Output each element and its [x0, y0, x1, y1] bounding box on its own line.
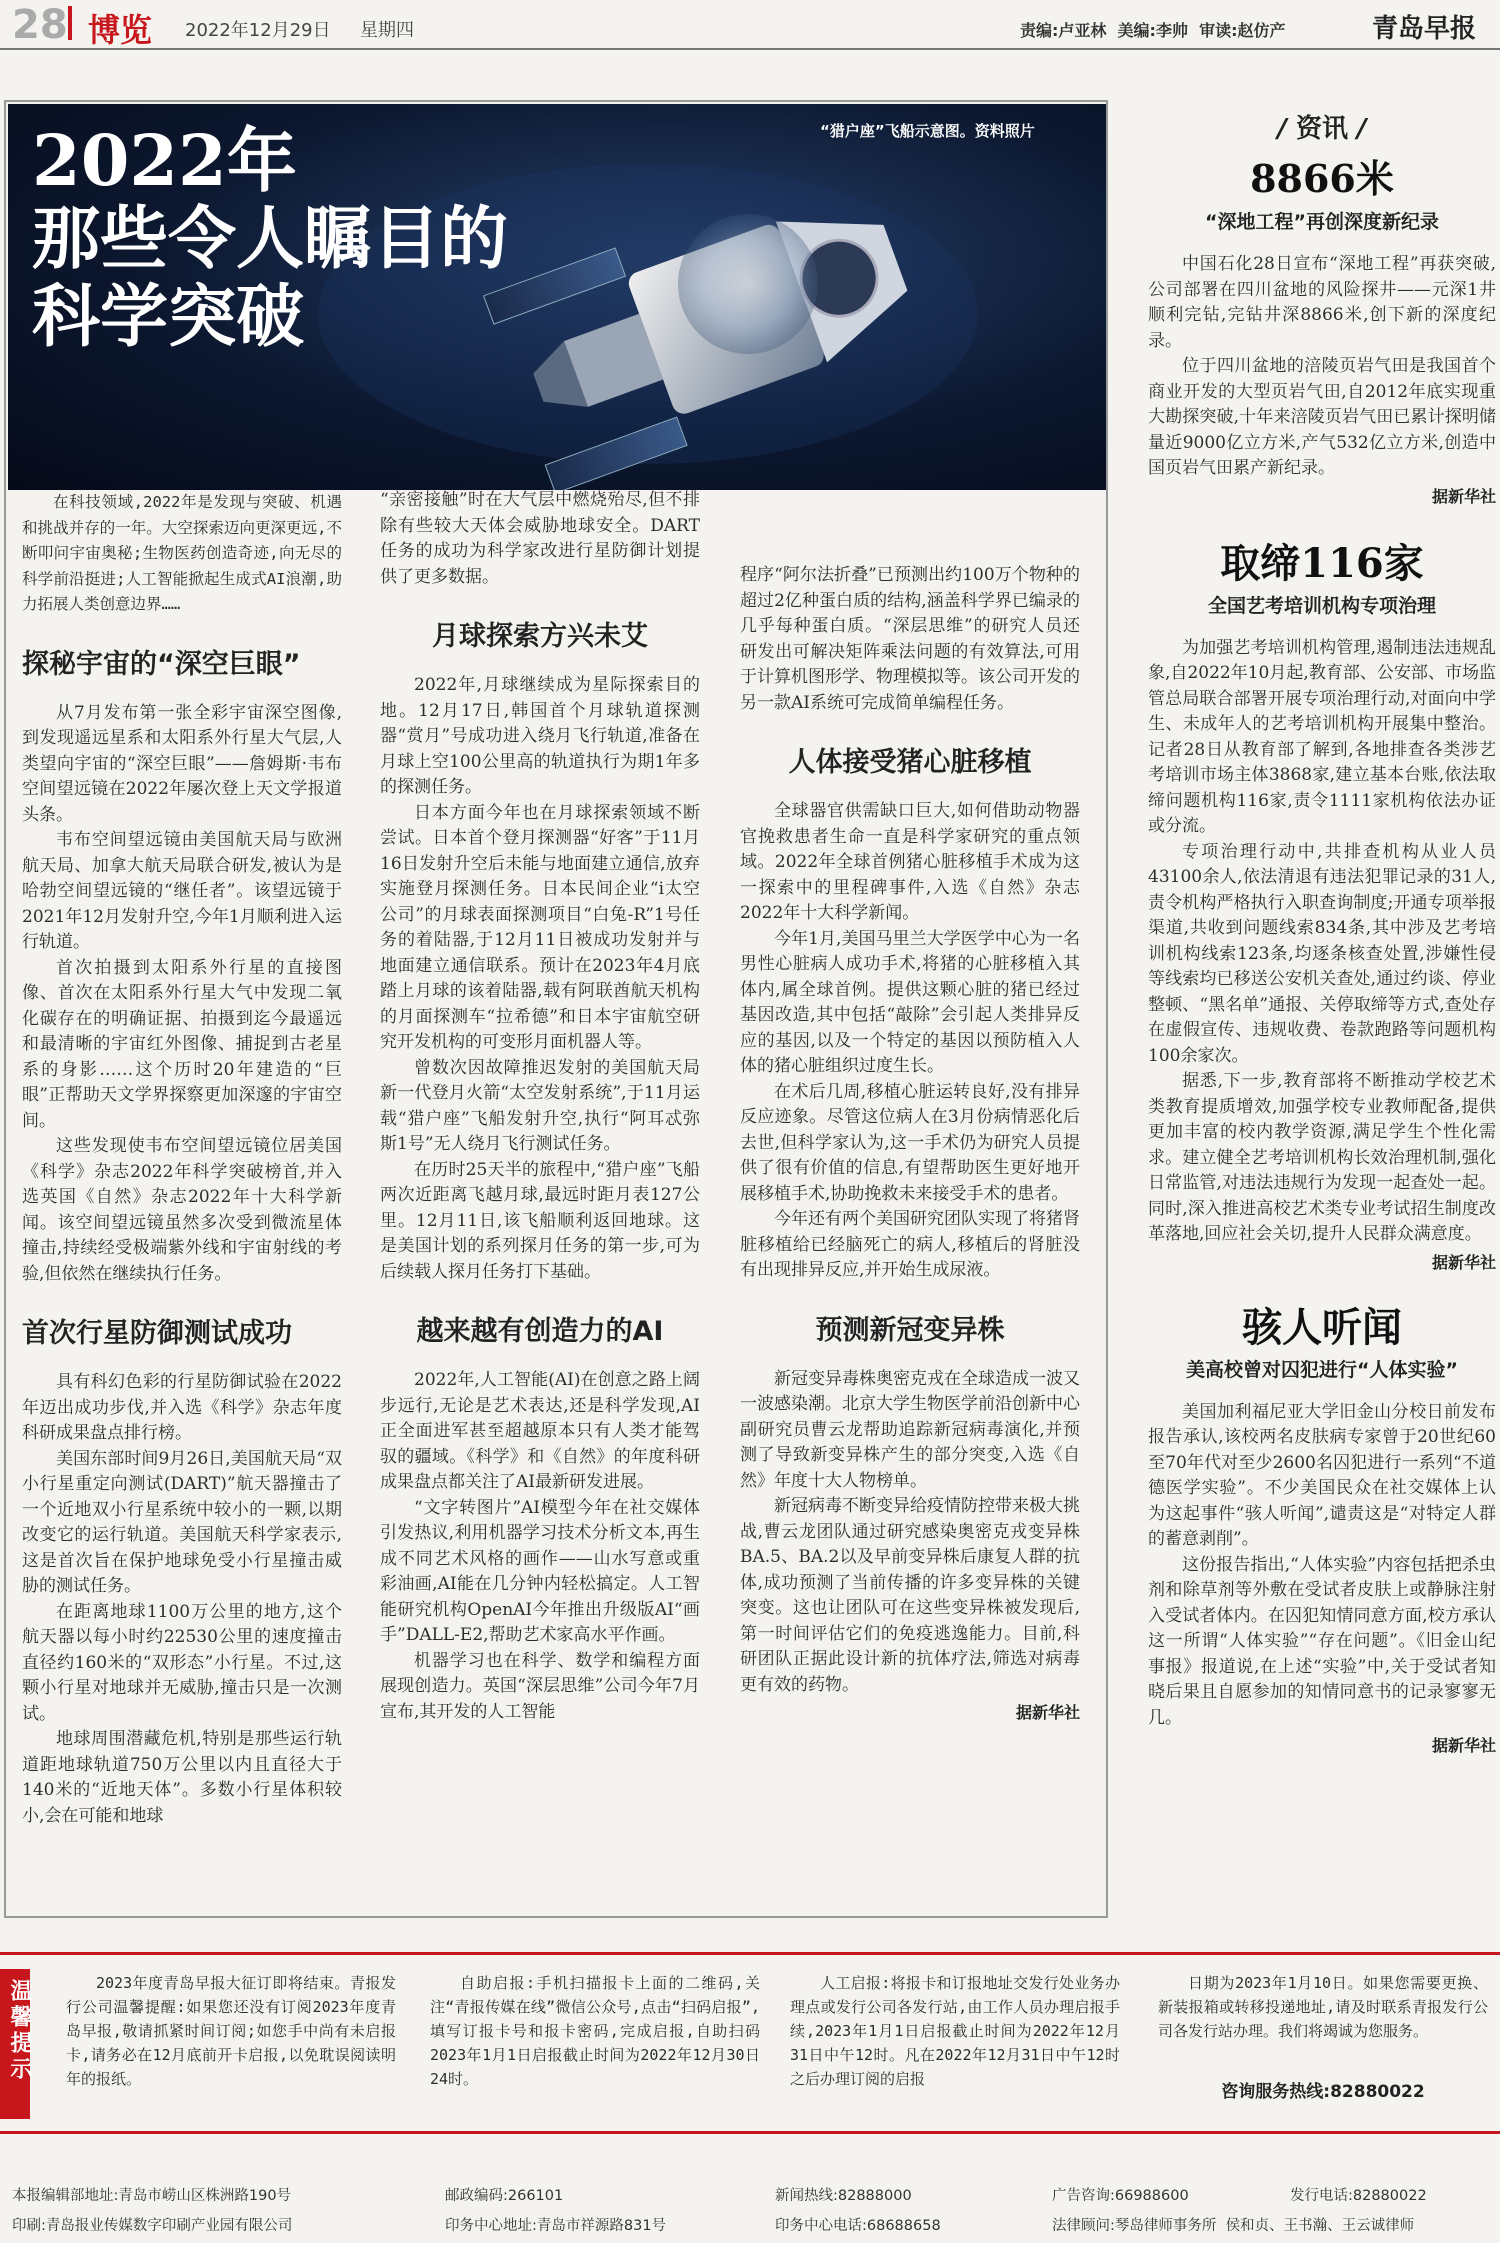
paragraph: 新冠变异毒株奥密克戎在全球造成一波又一波感染潮。北京大学生物医学前沿创新中心副研究员曹云龙帮助追踪新冠病毒演化,并预测了导致新变异株产生的部分突变,入选《自然》年度十大人物榜单。 — [740, 1368, 1080, 1491]
issue-date: 2022年12月29日 — [185, 20, 331, 41]
paragraph: 为加强艺考培训机构管理,遏制违法违规乱象,自2022年10月起,教育部、公安部、市场监管总局联合部署开展专项治理行动,对面向中学生、未成年人的艺考培训机构开展集中整治。记者28日从教育部了解到,各地排查各类涉艺考培训市场主体3868家,建立基本台账,依法取缔问题机构116家,责令1111家机构依法办证或分流。 — [1148, 637, 1496, 836]
footer — [0, 2180, 1500, 2243]
source-credit: 据新华社 — [1431, 1736, 1496, 1755]
section-heading-ai: 越来越有创造力的AI — [416, 1316, 664, 1347]
notice-label-text: 温馨提示 — [7, 1979, 32, 2083]
paragraph: “亲密接触”时在大气层中燃烧殆尽,但不排除有些较大天体会威胁地球安全。DART任务的成功为科学家改进行星防御计划提供了更多数据。 — [380, 490, 700, 587]
article-column-2 — [380, 488, 700, 1903]
sidebar-label-text: 资讯 — [1295, 114, 1348, 144]
news-title-art-training: 取缔116家 — [1220, 539, 1424, 587]
sidebar-label — [1148, 108, 1496, 145]
notice-block — [430, 1971, 760, 2121]
section-heading-moon: 月球探索方兴未艾 — [432, 621, 648, 652]
notice-text: 人工启报:将报卡和订报地址交发行处业务办理点或发行公司各发行站,由工作人员办理启报手续,2023年1月1日启报截止时间为2022年12月31日中午12时。凡在2022年12月31日中午12时之后办理订阅的启报 — [790, 1974, 1120, 2088]
news-subtitle-art-training: 全国艺考培训机构专项治理 — [1207, 594, 1436, 617]
footer-print-address: 印务中心地址:青岛市祥源路831号 — [445, 2218, 667, 2234]
footer-printer: 印刷:青岛报业传媒数字印刷产业园有限公司 — [12, 2218, 293, 2234]
source-credit: 据新华社 — [1431, 1252, 1496, 1272]
paragraph: 今年1月,美国马里兰大学医学中心为一名男性心脏病人成功手术,将猪的心脏移植入其体内,属全球首例。提供这颗心脏的猪已经过基因改造,其中包括“敲除”会引起人类排异反应的基因,以及一个特定的基因以预防植入人体的猪心脏组织过度生长。 — [740, 928, 1080, 1076]
news-title-human-experiment: 骇人听闻 — [1242, 1303, 1402, 1351]
footer-address: 本报编辑部地址:青岛市崂山区株洲路190号 — [12, 2188, 292, 2204]
section-heading-planetary-defense: 首次行星防御测试成功 — [22, 1318, 292, 1349]
brand-name: 青岛早报 — [1372, 14, 1477, 44]
paragraph: 位于四川盆地的涪陵页岩气田是我国首个商业开发的大型页岩气田,自2012年底实现重大勘探突破,十年来涪陵页岩气田已累计探明储量近9000亿立方米,产气532亿立方米,创造中国页岩气田累产新纪录。 — [1148, 356, 1496, 478]
notice-block — [66, 1971, 396, 2121]
paragraph: 在距离地球1100万公里的地方,这个航天器以每小时约22530公里的速度撞击直径约160米的“双形态”小行星。不过,这颗小行星对地球并无威胁,撞击只是一次测试。 — [22, 1601, 342, 1724]
footer-postcode: 邮政编码:266101 — [445, 2188, 564, 2204]
notice-text: 日期为2023年1月10日。如果您需要更换、新装报箱或转移投递地址,请及时联系青报发行公司各发行站办理。我们将竭诚为您服务。 — [1158, 1974, 1488, 2040]
article-column-3 — [740, 563, 1080, 1903]
source-credit: 据新华社 — [1015, 1703, 1080, 1722]
paragraph: 韦布空间望远镜由美国航天局与欧洲航天局、加拿大航天局联合研发,被认为是哈勃空间望远镜的“继任者”。该望远镜于2021年12月发射升空,今年1月顺利进入运行轨道。 — [22, 830, 342, 952]
hero-title-line2: 那些令人瞩目的 — [32, 199, 509, 279]
paragraph: 这些发现使韦布空间望远镜位居美国《科学》杂志2022年科学突破榜首,并入选英国《自然》杂志2022年十大科学新闻。该空间望远镜虽然多次受到微流星体撞击,持续经受极端紫外线和宇宙射线的考验,但依然在继续执行任务。 — [22, 1136, 342, 1284]
paragraph: 2022年,月球继续成为星际探索目的地。12月17日,韩国首个月球轨道探测器“赏月”号成功进入绕月飞行轨道,准备在月球上空100公里高的轨道执行为期1年多的探测任务。 — [380, 675, 700, 797]
paragraph: 首次拍摄到太阳系外行星的直接图像、首次在太阳系外行星大气中发现二氧化碳存在的明确证据、拍摄到迄今最遥远和最清晰的宇宙红外图像、捕捉到古老星系的身影……这个历时20年建造的“巨眼”正帮助天文学界探察更加深邃的宇宙空间。 — [22, 957, 342, 1131]
section-heading-pig-heart: 人体接受猪心脏移植 — [788, 747, 1032, 778]
paragraph: 全球器官供需缺口巨大,如何借助动物器官挽救患者生命一直是科学家研究的重点领域。2022年全球首例猪心脏移植手术成为这一探索中的里程碑事件,入选《自然》杂志2022年十大科学新闻。 — [740, 801, 1080, 923]
notice-text: 自助启报:手机扫描报卡上面的二维码,关注“青报传媒在线”微信公众号,点击“扫码启报”,填写订报卡号和报卡密码,完成启报,自助扫码2023年1月1日启报截止时间为2022年12月30日24时。 — [430, 1974, 760, 2088]
hero-title-line3: 科学突破 — [32, 277, 305, 357]
news-subtitle-human-experiment: 美高校曾对囚犯进行“人体实验” — [1186, 1358, 1458, 1381]
footer-news-hotline: 新闻热线:82888000 — [775, 2188, 912, 2204]
footer-legal-advisor: 法律顾问:琴岛律师事务所 侯和贞、王书瀚、王云诚律师 — [1052, 2218, 1415, 2234]
footer-print-phone: 印务中心电话:68688658 — [775, 2218, 941, 2234]
paragraph: 在术后几周,移植心脏运转良好,没有排异反应迹象。尽管这位病人在3月份病情恶化后去世,但科学家认为,这一手术仍为研究人员提供了很有价值的信息,有望帮助医生更好地开展移植手术,协助挽救未来接受手术的患者。 — [740, 1081, 1080, 1204]
notice-block — [790, 1971, 1120, 2121]
news-sidebar — [1148, 108, 1496, 1923]
notice-label — [0, 1969, 30, 2119]
notice-text: 2023年度青岛早报大征订即将结束。青报发行公司温馨提醒:如果您还没有订阅2023年度青岛早报,敬请抓紧时间订阅;如您手中尚有未启报卡,请务必在12月底前开卡启报,以免耽误阅读明年的报纸。 — [66, 1974, 396, 2088]
paragraph: 在历时25天半的旅程中,“猎户座”飞船两次近距离飞越月球,最远时距月表127公里。12月11日,该飞船顺利返回地球。这是美国计划的系列探月任务的第一步,可为后续载人探月任务打下基础。 — [380, 1159, 700, 1282]
page-number: 28 — [12, 2, 68, 48]
brand-logo — [1372, 8, 1476, 45]
photo-caption: “猎户座”飞船示意图。资料照片 — [820, 122, 1035, 140]
section-heading-covid-variant: 预测新冠变异株 — [815, 1314, 1005, 1346]
section-name: 博览 — [88, 11, 153, 49]
service-hotline: 咨询服务热线:82880022 — [1221, 2082, 1425, 2102]
slash-icon: / — [1277, 114, 1296, 144]
paragraph: “文字转图片”AI模型今年在社交媒体引发热议,利用机器学习技术分析文本,再生成不同艺术风格的画作——山水写意或重彩油画,AI能在几分钟内轻松搞定。人工智能研究机构OpenAI今年推出升级版AI“画手”DALL-E2,帮助艺术家高水平作画。 — [380, 1497, 700, 1645]
paragraph: 今年还有两个美国研究团队实现了将猪肾脏移植给已经脑死亡的病人,移植后的肾脏没有出现排异反应,并开始生成尿液。 — [740, 1209, 1080, 1280]
paragraph: 日本方面今年也在月球探索领域不断尝试。日本首个登月探测器“好客”于11月16日发射升空后未能与地面建立通信,放弃实施登月探测任务。日本民间企业“i太空公司”的月球表面探测项目“白兔-R”1号任务的着陆器,于12月11日被成功发射并与地面建立通信联系。预计在2023年4月底踏上月球的该着陆器,载有阿联酋航天机构的月面探测车“拉希德”和日本宇宙航空研究开发机构的可变形月面机器人等。 — [380, 802, 700, 1052]
article-column-1 — [22, 488, 342, 1903]
paragraph: 机器学习也在科学、数学和编程方面展现创造力。英国“深层思维”公司今年7月宣布,其开发的人工智能 — [380, 1650, 700, 1722]
paragraph: 2022年,人工智能(AI)在创意之路上阔步远行,无论是艺术表达,还是科学发现,AI正全面进军甚至超越原本只有人类才能驾驭的疆域。《科学》和《自然》的年度科研成果盘点都关注了AI最新研发进展。 — [380, 1370, 700, 1492]
paragraph: 这份报告指出,“人体实验”内容包括把杀虫剂和除草剂等外敷在受试者皮肤上或静脉注射入受试者体内。在囚犯知情同意方面,校方承认这一所谓“人体实验”“存在问题”。《旧金山纪事报》报道说,在上述“实验”中,关于受试者知晓后果且自愿参加的知情同意书的记录寥寥无几。 — [1148, 1554, 1496, 1728]
paragraph: 中国石化28日宣布“深地工程”再获突破,公司部署在四川盆地的风险探井——元深1井顺利完钻,完钻井深8866米,创下新的深度纪录。 — [1148, 254, 1496, 351]
news-subtitle-drilling: “深地工程”再创深度新纪录 — [1205, 211, 1439, 233]
issue-weekday: 星期四 — [360, 20, 414, 41]
paragraph: 美国东部时间9月26日,美国航天局“双小行星重定向测试(DART)”航天器撞击了一个近地双小行星系统中较小的一颗,以期改变它的运行轨道。美国航天科学家表示,这是首次旨在保护地球免受小行星撞击威胁的测试任务。 — [22, 1448, 342, 1596]
paragraph: 地球周围潜藏危机,特别是那些运行轨道距地球轨道750万公里以内且直径大于140米的“近地天体”。多数小行星体积较小,会在可能和地球 — [22, 1729, 342, 1826]
footer-distribution-phone: 发行电话:82880022 — [1290, 2188, 1427, 2204]
paragraph: 从7月发布第一张全彩宇宙深空图像,到发现遥远星系和太阳系外行星大气层,人类望向宇宙的“深空巨眼”——詹姆斯·韦布空间望远镜在2022年屡次登上天文学报道头条。 — [22, 702, 342, 825]
paragraph: 程序“阿尔法折叠”已预测出约100万个物种的超过2亿种蛋白质的结构,涵盖科学界已编录的几乎每种蛋白质。“深层思维”的研究人员还研发出可解决矩阵乘法问题的有效算法,可用于计算机图形学、物理模拟等。该公司开发的另一款AI系统可完成简单编程任务。 — [740, 565, 1080, 713]
paragraph: 据悉,下一步,教育部将不断推动学校艺术类教育提质增效,加强学校专业教师配备,提供更加丰富的校内教学资源,满足学生个性化需求。建立健全艺考培训机构长效治理机制,强化日常监管,对违法违规行为发现一起查处一起。同时,深入推进高校艺术类专业考试招生制度改革落地,回应社会关切,提升人民群众满意度。 — [1148, 1071, 1496, 1244]
editor-credits: 责编:卢亚林 美编:李帅 审读:赵仿产 — [1020, 21, 1286, 40]
source-credit: 据新华社 — [1431, 486, 1496, 506]
news-title-drilling: 8866米 — [1250, 156, 1394, 201]
hero-title-line1: 2022年 — [32, 119, 297, 202]
slash-icon: / — [1348, 114, 1367, 144]
paragraph: 美国加利福尼亚大学旧金山分校日前发布报告承认,该校两名皮肤病专家曾于20世纪60至70年代对至少2600名囚犯进行一系列“不道德医学实验”。不少美国民众在社交媒体上认为这起事件“骇人听闻”,谴责这是“对特定人群的蓄意剥削”。 — [1148, 1401, 1496, 1549]
paragraph: 具有科幻色彩的行星防御试验在2022年迈出成功步伐,并入选《科学》杂志年度科研成果盘点排行榜。 — [22, 1372, 342, 1443]
section-badge — [68, 6, 72, 40]
paragraph: 曾数次因故障推迟发射的美国航天局新一代登月火箭“太空发射系统”,于11月运载“猎户座”飞船发射升空,执行“阿耳忒弥斯1号”无人绕月飞行测试任务。 — [380, 1057, 700, 1154]
lead-paragraph: 在科技领域,2022年是发现与突破、机遇和挑战并存的一年。大空探索迈向更深更远,不断叩问宇宙奥秘;生物医药创造奇迹,向无尽的科学前沿挺进;人工智能掀起生成式AI浪潮,助力拓展人类创意边界…… — [22, 493, 342, 613]
paragraph: 专项治理行动中,共排查机构从业人员43100余人,依法清退有违法犯罪记录的31人,责令机构严格执行入职查询制度;开通专项举报渠道,共收到问题线索834条,其中涉及艺考培训机构线索123条,均逐条核查处置,涉嫌性侵等线索均已移送公安机关查处,通过约谈、停业整顿、“黑名单”通报、关停取缔等方式,查处存在虚假宣传、违规收费、卷款跑路等问题机构100余家次。 — [1148, 841, 1496, 1066]
paragraph: 新冠病毒不断变异给疫情防控带来极大挑战,曹云龙团队通过研究感染奥密克戎变异株BA.5、BA.2以及早前变异株后康复人群的抗体,成功预测了当前传播的许多变异株的关键突变。这也让团队可在这些变异株被发现后,第一时间评估它们的免疫逃逸能力。目前,科研团队正据此设计新的抗体疗法,筛选对病毒更有效的药物。 — [740, 1496, 1080, 1695]
page-header — [0, 0, 1500, 50]
notice-block — [1158, 1971, 1488, 2121]
section-heading-deep-space: 探秘宇宙的“深空巨眼” — [22, 648, 301, 680]
footer-ad-phone: 广告咨询:66988600 — [1052, 2188, 1189, 2204]
notice-box — [0, 1952, 1500, 2134]
